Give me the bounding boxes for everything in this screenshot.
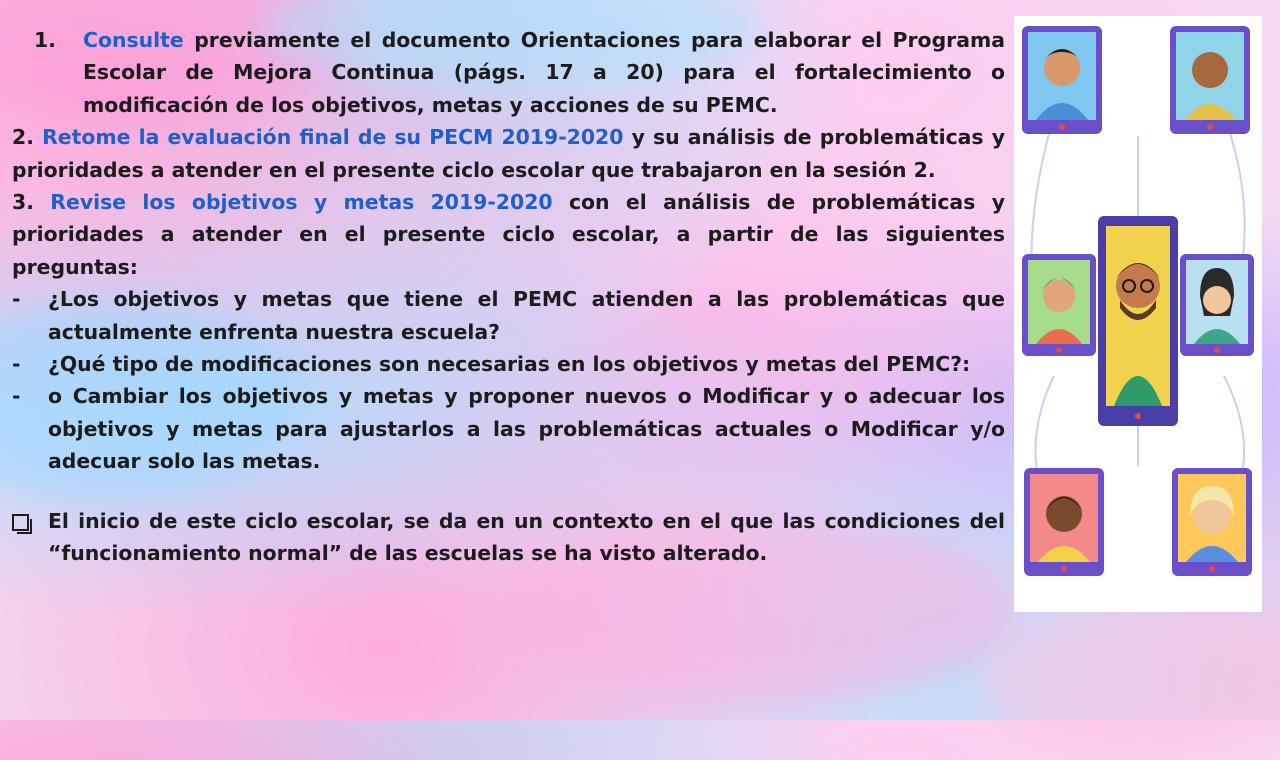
instruction-item-3 (12, 186, 1005, 283)
question-item-2 (12, 348, 1005, 380)
item-text: y su análisis de problemáticas y prioridades a atender en el presente ciclo escolar que trabajaron en la sesión 2. (12, 125, 1005, 182)
item-number: 2. (12, 125, 43, 150)
question-item-3 (12, 380, 1005, 477)
dash-marker: - (12, 384, 21, 409)
highlight-text: Retome la evaluación final de su PECM 2019-2020 (42, 125, 624, 150)
instruction-item-2 (12, 121, 1005, 186)
dash-marker: - (12, 287, 21, 312)
video-call-people-icon (1014, 16, 1262, 612)
context-bullet (12, 505, 1005, 570)
highlight-text: Consulte (83, 28, 184, 52)
question-item-1 (12, 283, 1005, 348)
question-text: o Cambiar los objetivos y metas y proponer nuevos o Modificar y o adecuar los objetivos y metas para ajustarlos a las problemáticas actuales o Modificar y/o adecuar solo las metas. (48, 384, 1005, 474)
item-text: previamente el documento Orientaciones para elaborar el Programa Escolar de Mejora Continua (págs. 17 a 20) para el fortalecimiento o modificación de los objetivos, metas y acciones de su PEMC. (83, 28, 1005, 117)
dash-marker: - (12, 352, 21, 377)
item-text: con el análisis de problemáticas y prioridades a atender en el presente ciclo escolar, a partir de las siguientes preguntas: (12, 190, 1005, 279)
item-number: 1. (34, 28, 56, 52)
checkbox-bullet-icon (12, 514, 29, 531)
bullet-text: El inicio de este ciclo escolar, se da en un contexto en el que las condiciones del “funcionamiento normal” de las escuelas se ha visto alterado. (48, 508, 1005, 566)
highlight-text: Revise los objetivos y metas 2019-2020 (50, 190, 553, 215)
instruction-item-1 (12, 24, 1005, 121)
item-number: 3. (12, 190, 51, 215)
video-conference-illustration (1014, 16, 1262, 612)
question-text: ¿Los objetivos y metas que tiene el PEMC atienden a las problemáticas que actualmente enfrenta nuestra escuela? (48, 287, 1005, 344)
question-text: ¿Qué tipo de modificaciones son necesarias en los objetivos y metas del PEMC?: (48, 352, 971, 377)
instructions-text (12, 24, 1005, 570)
